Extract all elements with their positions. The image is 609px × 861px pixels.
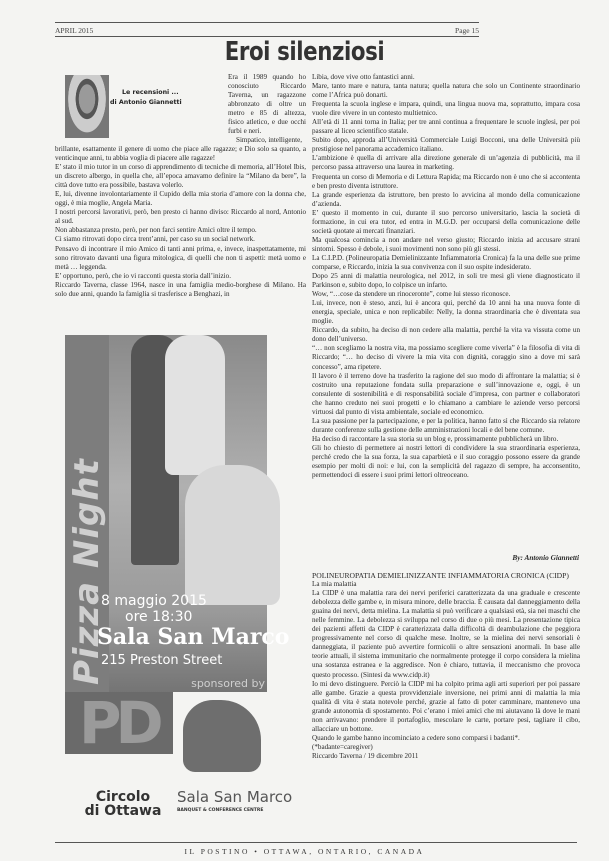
page-number: Page 15 — [455, 26, 479, 35]
paragraph: Wow, “…cose da stendere un rinoceronte”, come lui stesso riconosce. — [312, 290, 511, 299]
intro-narrow-column — [228, 73, 306, 145]
paragraph: Ha deciso di raccontare la sua storia su un blog e, prossimamente pubblicherà un libro. — [312, 434, 559, 443]
pd-logo: PD — [65, 692, 173, 754]
paragraph: Subito dopo, approda all’Università Commerciale Luigi Bocconi, una delle Università più prestigiose nel panorama accademico italiano. — [312, 136, 580, 154]
ad-date: 8 maggio 2015 — [101, 593, 207, 609]
right-column-text — [312, 73, 580, 480]
paragraph: Frequenta la scuola inglese e impara, quindi, una lingua nuova ma, soprattutto, impara cosa vuole dire vivere in un contesto multietnico. — [312, 100, 580, 118]
article-byline: By: Antonio Giannetti — [512, 553, 579, 562]
paragraph: Quando le gambe hanno incominciato a cedere sono comparsi i badanti*. — [312, 733, 520, 742]
sidebar-subheading: La mia malattia — [312, 580, 357, 589]
ad-venue: Sala San Marco — [97, 624, 290, 650]
paragraph: (*badante=caregiver) — [312, 742, 373, 751]
newspaper-footer: IL POSTINO • OTTAWA, ONTARIO, CANADA — [184, 847, 425, 856]
paragraph: Ci siamo ritrovati dopo circa trent’anni, per caso su un social network. — [55, 235, 255, 244]
circolo-line2: di Ottawa — [84, 803, 162, 819]
issue-date: APRIL 2015 — [55, 26, 94, 35]
paragraph: Frequenta un corso di Memoria e di Lettura Rapida; ma Riccardo non è uno che si accontenta e ben presto diventa istruttore. — [312, 172, 580, 190]
paragraph: E’ stato il mio tutor in un corso di apprendimento di tecniche di memoria, all’Hotel Ibis, un discreto albergo, in quella che, all’epoca amavamo definire la “Milano da bere”, la città dove tutto era possibile, bastava volerlo. — [55, 163, 306, 190]
paragraph: All’età di 11 anni torna in Italia; per tre anni continua a frequentare le scuole inglesi, per poi passare al liceo scientifico statale. — [312, 118, 580, 136]
author-photo — [65, 75, 109, 138]
paragraph: brillante, esattamente il genere di uomo che piace alle ragazze; e Dio solo sa quanto, a venticinque anni, tu abbia voglia di piacere alle ragazze! — [55, 145, 306, 163]
paragraph: Mare, tanto mare e natura, tanta natura; quella natura che solo un Continente straordinario come l’Africa può donarti. — [312, 82, 580, 100]
paragraph: La grande esperienza da istruttore, ben presto lo avvicina al mondo della comunicazione d’azienda. — [312, 190, 580, 208]
ad-time: ore 18:30 — [125, 609, 193, 625]
footer-rule — [55, 842, 577, 843]
paragraph: Riccardo, da subito, ha deciso di non cedere alla malattia, perché la vita va vissuta come un dono dell’universo. — [312, 326, 580, 344]
paragraph: Riccardo Taverna / 19 dicembre 2011 — [312, 751, 419, 760]
circolo-line1: Circolo — [95, 789, 151, 805]
paragraph: Simpatico, intelligente, — [236, 136, 302, 145]
winged-lion-icon — [183, 700, 261, 772]
paragraph: La sua passione per la partecipazione, e per la politica, hanno fatto sì che Riccardo sia relatore durante conferenze sulla gestione delle amministrazioni locali e del bene comune. — [312, 416, 580, 434]
paragraph: “… non scegliamo la nostra vita, ma possiamo scegliere come viverla” è la filosofia di vita di Riccardo; “… ho deciso di vivere la mia vita con dignità, coraggio sino a dove mi sarà concesso”, ama ripetere. — [312, 344, 580, 371]
paragraph: Dopo 25 anni di malattia neurologica, nel 2012, in soli tre mesi gli viene diagnosticato il Parkinson e, subito dopo, lo colpisce un infarto. — [312, 272, 580, 290]
banquet-tagline: BANQUET & CONFERENCE CENTRE — [177, 808, 264, 813]
paragraph: Era il 1989 quando ho conosciuto Riccardo Taverna, un ragazzone abbronzato di oltre un metro e 85 di altezza, fisico atletico, e due occhi furbi e neri. — [228, 73, 306, 136]
header-rule-top — [55, 22, 479, 23]
ad-photo-vespa — [185, 465, 280, 605]
circolo-logo-text — [73, 790, 173, 818]
paragraph: La C.I.P.D. (Polineuropatia Demielinizzante Infiammatoria Cronica) fa la una delle sue prime comparse, e Riccardo, inizia la sua convivenza con il suo ospite indesiderato. — [312, 253, 580, 271]
left-column-text — [55, 145, 306, 299]
paragraph: Ma qualcosa comincia a non andare nel verso giusto; Riccardo inizia ad accusare strani sintomi. Spesso è debole, i suoi movimenti non sono più gli stessi. — [312, 235, 580, 253]
ad-address: 215 Preston Street — [101, 653, 223, 668]
paragraph: Io mi devo distinguere. Perciò la CIDP mi ha colpito prima agli arti superiori per poi passare alle gambe. Grazie a questa provvidenziale inversione, nei primi anni di malattia la mia qualità di vita è stata notevole perché, grazie al fatto di poter camminare, mantenevo una grande autonomia di spostamento. Poi c’erano i miei amici che mi aiutavano là dove le mani non arrivavano: prendere il portafoglio, mescolare le carte, portare pesi, tagliare il cibo, allacciare un bottone. — [312, 679, 580, 733]
ad-vertical-title: Pizza Night — [67, 458, 107, 685]
paragraph: Il lavoro è il terreno dove ha trasferito la ragione del suo modo di affrontare la malattia; si è costruito una reputazione fondata sulla preparazione e sull’innovazione e, oggi, è un consulente di sostenibilità e di responsabilità sociale d’impresa, con partner e collaboratori che hanno creduto nei suoi progetti e lo chiamano a cambiare le aziende verso percorsi virtuosi dal punto di vista ambientale, sociale ed economico. — [312, 371, 580, 416]
paragraph: Non abbastanza presto, però, per non farci sentire Amici oltre il tempo. — [55, 226, 257, 235]
pizza-night-ad — [65, 335, 293, 838]
sidebar-heading: POLINEUROPATIA DEMIELINIZZANTE INFIAMMATORIA CRONICA (CIDP) — [312, 571, 569, 580]
paragraph: E, lui, divenne involontariamente il Cupido della mia storia d’amore con la donna che, oggi, è mia moglie, Angela Maria. — [55, 190, 306, 208]
ad-sponsored-by: sponsored by — [191, 677, 265, 690]
column-label-line1: Le recensioni ... — [122, 89, 179, 96]
paragraph: E’ opportuno, però, che io vi racconti questa storia dall’inizio. — [55, 271, 231, 280]
paragraph: Gli ho chiesto di permettere ai nostri lettori di condividere la sua straordinaria esperienza, perché credo che la sua forza, la sua caparbietà e il suo coraggio possono essere da grande esempio per molti di noi: e lui, con la semplicità del ragazzo di sempre, ha acconsentito, permettendoci di essere i suoi primi lettori oltreoceano. — [312, 443, 580, 480]
paragraph: Pensavo di incontrare il mio Amico di tanti anni prima, e, invece, inaspettatamente, mi sono ritrovato davanti una figura mitologica, di quelli che non ti aspetti: metà uomo e metà … leggenda. — [55, 244, 306, 271]
paragraph: E’ questo il momento in cui, durante il suo percorso universitario, lascia la società di formazione, in cui era tutor, ed entra in M.G.D. per occuparsi della comunicazione delle società quotate ai mercati finanziari. — [312, 208, 580, 235]
sponsor-logos — [65, 689, 293, 838]
paragraph: Libia, dove vive otto fantastici anni. — [312, 73, 415, 81]
paragraph: La CIDP è una malattia rara dei nervi periferici caratterizzata da una graduale e crescente debolezza delle gambe e, in misura minore, delle braccia. È causata dal danneggiamento della guaina dei nervi, detta mielina. La malattia si può verificare a qualsiasi età, sia nei maschi che nelle femmine. La debolezza si sviluppa nel corso di due o più mesi. La presentazione tipica dei pazienti affetti da CIDP è caratterizzata dalla difficoltà di deambulazione che peggiora progressivamente nel corso di qualche mese. Inoltre, se la mielina dei nervi sensoriali è danneggiata, il paziente può avvertire formicolii o altre sensazioni anormali. In base alle teorie attuali, il sistema immunitario che normalmente protegge il corpo considera la mielina una sostanza estranea e la aggredisce. Non è chiaro, tuttavia, il meccanismo che provoca questo processo. (Sintesi da www.cidp.it) — [312, 589, 580, 679]
column-label-line2: di Antonio Giannetti — [110, 99, 182, 106]
ad-photo-woman — [165, 335, 225, 475]
cidp-sidebar — [312, 571, 580, 761]
paragraph: Lui, invece, non è steso, anzi, lui è ancora qui, perché da 10 anni ha una nuova fonte di energia, speciale, unica e non replicabile: Nelly, la donna straordinaria che è diventata sua moglie. — [312, 299, 580, 326]
sala-san-marco-logo: Sala San Marco — [177, 788, 293, 806]
paragraph: Riccardo Taverna, classe 1964, nasce in una famiglia medio-borghese di Milano. Ha solo due anni, quando la famiglia si trasferisce a Benghazi, in — [55, 280, 306, 298]
article-title: Eroi silenziosi — [224, 37, 385, 67]
paragraph: L’ambizione è quella di arrivare alla direzione generale di un’agenzia di pubblicità, ma il percorso passa attraverso una laurea in marketing. — [312, 154, 580, 172]
paragraph: I nostri percorsi lavorativi, però, ben presto ci hanno diviso: Riccardo al nord, Antonio al sud. — [55, 208, 306, 226]
column-label — [110, 88, 182, 108]
